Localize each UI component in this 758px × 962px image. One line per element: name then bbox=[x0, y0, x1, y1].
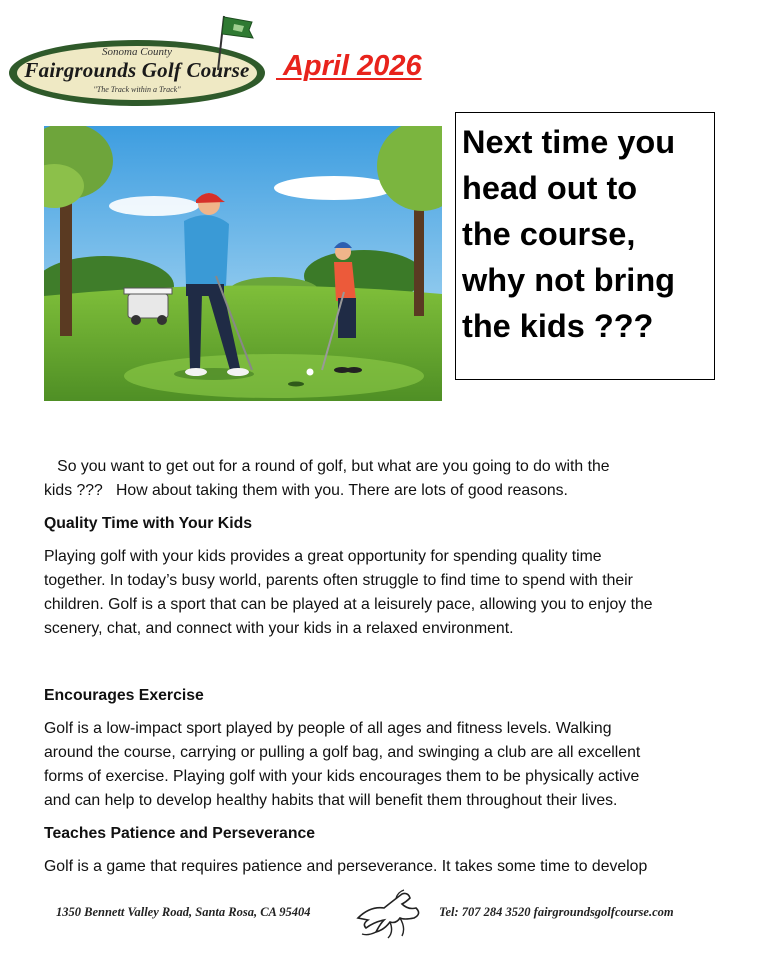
intro-paragraph bbox=[44, 455, 724, 503]
section-heading-patience: Teaches Patience and Perseverance bbox=[44, 825, 316, 842]
paragraph-line: around the course, carrying or pulling a golf bag, and swinging a club are all excellent bbox=[44, 744, 641, 761]
callout-line: why not bring bbox=[462, 262, 676, 298]
golf-illustration bbox=[44, 126, 442, 401]
section-heading-exercise: Encourages Exercise bbox=[44, 687, 204, 704]
intro-line: kids ??? How about taking them with you. There are lots of good reasons. bbox=[44, 482, 568, 499]
paragraph-line: Golf is a game that requires patience and perseverance. It takes some time to develop bbox=[44, 858, 648, 875]
issue-date: April 2026 bbox=[276, 50, 422, 82]
paragraph-line: and can help to develop healthy habits that will benefit them throughout their lives. bbox=[44, 792, 618, 809]
logo-county-text: Sonoma County bbox=[102, 46, 172, 58]
section-paragraph-quality-time bbox=[44, 545, 724, 641]
racehorse-icon bbox=[350, 888, 430, 940]
spacer bbox=[44, 651, 724, 685]
logo-tagline: "The Track within a Track" bbox=[93, 85, 181, 94]
footer-address: 1350 Bennett Valley Road, Santa Rosa, CA 95404 bbox=[56, 905, 311, 919]
section-heading-quality-time: Quality Time with Your Kids bbox=[44, 515, 253, 532]
paragraph-line: forms of exercise. Playing golf with your kids encourages them to be physically active bbox=[44, 768, 640, 785]
article-body bbox=[44, 455, 724, 889]
logo-course-name: Fairgrounds Golf Course bbox=[24, 58, 250, 82]
callout-box bbox=[455, 112, 715, 380]
course-logo bbox=[6, 14, 268, 110]
paragraph-line: children. Golf is a sport that can be played at a leisurely pace, allowing you to enjoy the bbox=[44, 596, 653, 613]
intro-line: So you want to get out for a round of golf, but what are you going to do with the bbox=[44, 458, 610, 475]
paragraph-line: Golf is a low-impact sport played by people of all ages and fitness levels. Walking bbox=[44, 720, 612, 737]
callout-line: Next time you bbox=[462, 124, 676, 160]
callout-line: head out to bbox=[462, 170, 638, 206]
section-paragraph-patience bbox=[44, 855, 724, 879]
paragraph-line: together. In today’s busy world, parents often struggle to find time to spend with their bbox=[44, 572, 633, 589]
section-paragraph-exercise bbox=[44, 717, 724, 813]
callout-line: the kids ??? bbox=[462, 308, 654, 344]
footer-contact: Tel: 707 284 3520 fairgroundsgolfcourse.com bbox=[439, 905, 674, 919]
footer bbox=[44, 888, 724, 948]
paragraph-line: Playing golf with your kids provides a great opportunity for spending quality time bbox=[44, 548, 602, 565]
paragraph-line: scenery, chat, and connect with your kids in a relaxed environment. bbox=[44, 620, 514, 637]
callout-line: the course, bbox=[462, 216, 636, 252]
